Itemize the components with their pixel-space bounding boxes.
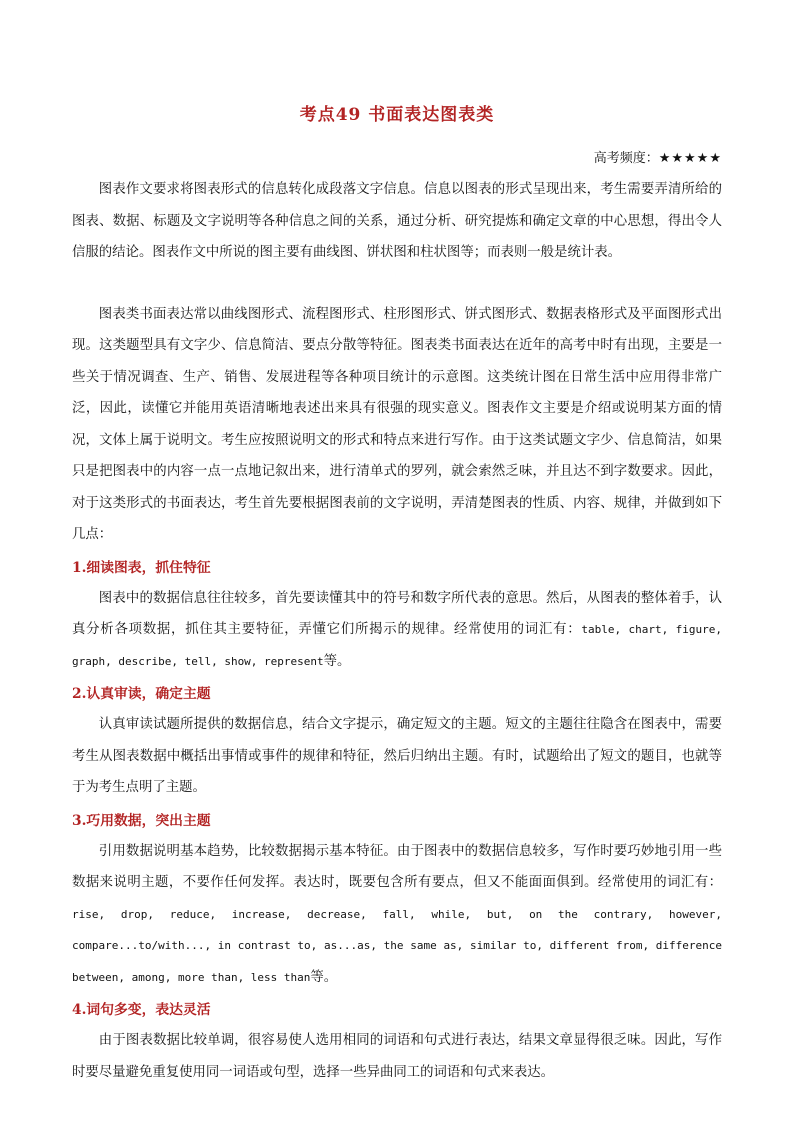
section-paragraph-2: 认真审读试题所提供的数据信息，结合文字提示，确定短文的主题。短文的主题往往隐含在图表中，需要考生从图表数据中概括出事情或事件的规律和特征，然后归纳出主题。有时，试题给出了短文的题目，也就等于为考生点明了主题。 bbox=[72, 717, 722, 795]
page-title: 考点49 书面表达图表类 bbox=[299, 105, 495, 125]
section-paragraph-4: 由于图表数据比较单调，很容易使人选用相同的词语和句式进行表达，结果文章显得很乏味。因此，写作时要尽量避免重复使用同一词语或句型，选择一些异曲同工的词语和句式来表达。 bbox=[72, 1033, 722, 1080]
frequency-label: 高考频度： bbox=[593, 151, 659, 166]
overview-paragraph: 图表类书面表达常以曲线图形式、流程图形式、柱形图形式、饼式图形式、数据表格形式及平面图形式出现。这类题型具有文字少、信息简洁、要点分散等特征。图表类书面表达在近年的高考中时有出现，主要是一些关于情况调查、生产、销售、发展进程等各种项目统计的示意图。这类统计图在日常生活中应用得非常广泛，因此，读懂它并能用英语清晰地表述出来具有很强的现实意义。图表作文主要是介绍或说明某方面的情况，文体上属于说明文。考生应按照说明文的形式和特点来进行写作。由于这类试题文字少、信息简洁，如果只是把图表中的内容一点一点地记叙出来，进行清单式的罗列，就会索然乏味，并且达不到字数要求。因此，对于这类形式的书面表达，考生首先要根据图表前的文字说明，弄清楚图表的性质、内容、规律，并做到如下几点： bbox=[72, 306, 722, 542]
section-heading-1: 1.细读图表，抓住特征 bbox=[72, 559, 211, 576]
intro-paragraph: 图表作文要求将图表形式的信息转化成段落文字信息。信息以图表的形式呈现出来，考生需要弄清所给的图表、数据、标题及文字说明等各种信息之间的关系，通过分析、研究提炼和确定文章的中心思想，得出令人信服的结论。图表作文中所说的图主要有曲线图、饼状图和柱状图等；而表则一般是统计表。 bbox=[72, 182, 722, 260]
section-heading-3: 3.巧用数据，突出主题 bbox=[72, 812, 211, 829]
document-page bbox=[72, 100, 722, 1088]
section-paragraph-3: 引用数据说明基本趋势，比较数据揭示基本特征。由于图表中的数据信息较多，写作时要巧妙地引用一些数据来说明主题，不要作任何发挥。表达时，既要包含所有要点，但又不能面面俱到。经常使用的词汇有：rise, drop, reduce, increase, decrease, fall, while, but, on the contrary, however, compare...to/with..., in contrast to, as...as, the same as, similar to, different from, difference between, among, more than, less than等。 bbox=[72, 843, 722, 985]
exam-frequency bbox=[72, 147, 722, 166]
vocab-list: rise, drop, reduce, increase, decrease, fall, while, but, on the contrary, however, compare...to/with..., in contrast to, as...as, the same as, similar to, different from, difference between, among, more than, less than bbox=[72, 907, 722, 984]
vocab-list: table, chart, figure, graph, describe, tell, show, represent bbox=[72, 623, 722, 668]
section-paragraph-1: 图表中的数据信息往往较多，首先要读懂其中的符号和数字所代表的意思。然后，从图表的整体着手，认真分析各项数据，抓住其主要特征，弄懂它们所揭示的规律。经常使用的词汇有：table, chart, figure, graph, describe, tell, show, represent等。 bbox=[72, 590, 722, 669]
section-heading-4: 4.词句多变，表达灵活 bbox=[72, 1002, 211, 1018]
section-heading-2: 2.认真审读，确定主题 bbox=[72, 686, 211, 702]
star-rating: ★★★★★ bbox=[658, 151, 722, 166]
